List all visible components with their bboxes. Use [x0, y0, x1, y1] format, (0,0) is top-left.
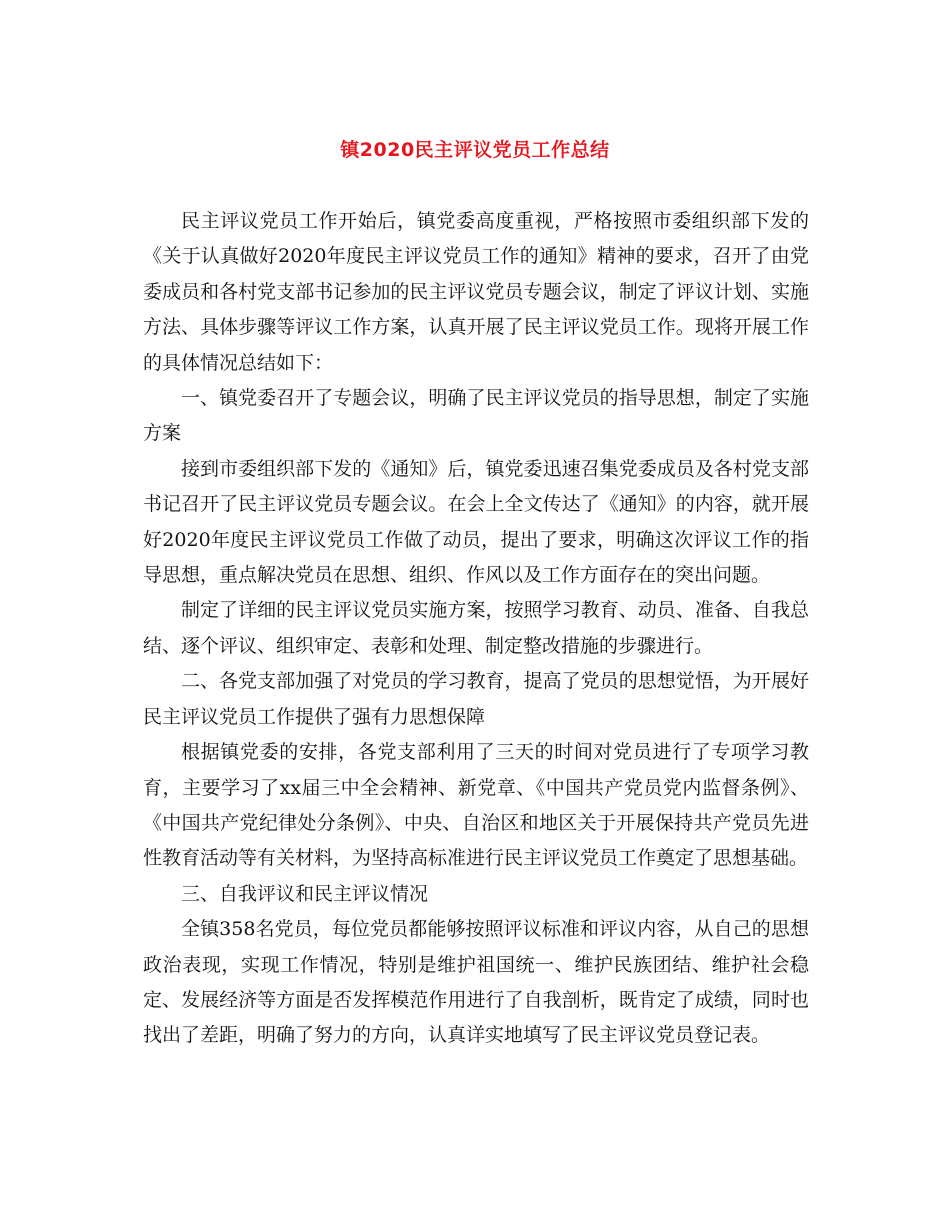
paragraph-study: 根据镇党委的安排，各党支部利用了三天的时间对党员进行了专项学习教育，主要学习了xx届三中全会精神、新党章、《中国共产党员党内监督条例》、《中国共产党纪律处分条例》、中央、自治区和地区关于开展保持共产党员先进性教育活动等有关材料，为坚持高标准进行民主评议党员工作奠定了思想基础。 — [143, 741, 809, 870]
paragraph-intro: 民主评议党员工作开始后，镇党委高度重视，严格按照市委组织部下发的《关于认真做好2020年度民主评议党员工作的通知》精神的要求，召开了由党委成员和各村党支部书记参加的民主评议党员专题会议，制定了评议计划、实施方法、具体步骤等评议工作方案，认真开展了民主评议党员工作。现将开展工作的具体情况总结如下： — [143, 210, 809, 374]
paragraph-evaluation: 全镇358名党员，每位党员都能够按照评议标准和评议内容，从自己的思想政治表现，实现工作情况，特别是维护祖国统一、维护民族团结、维护社会稳定、发展经济等方面是否发挥模范作用进行了自我剖析，既肯定了成绩，同时也找出了差距，明确了努力的方向，认真详实地填写了民主评议党员登记表。 — [143, 918, 809, 1047]
paragraph-plan: 制定了详细的民主评议党员实施方案，按照学习教育、动员、准备、自我总结、逐个评议、组织审定、表彰和处理、制定整改措施的步骤进行。 — [143, 599, 809, 657]
paragraph-meeting: 接到市委组织部下发的《通知》后，镇党委迅速召集党委成员及各村党支部书记召开了民主评议党员专题会议。在会上全文传达了《通知》的内容，就开展好2020年度民主评议党员工作做了动员，提出了要求，明确这次评议工作的指导思想，重点解决党员在思想、组织、作风以及工作方面存在的突出问题。 — [143, 457, 809, 587]
section-heading-3: 三、自我评议和民主评议情况 — [181, 882, 429, 905]
section-heading-1: 一、镇党委召开了专题会议，明确了民主评议党员的指导思想，制定了实施方案 — [143, 387, 809, 445]
document-body — [143, 204, 809, 1054]
section-heading-2: 二、各党支部加强了对党员的学习教育，提高了党员的思想觉悟，为开展好民主评议党员工作提供了强有力思想保障 — [143, 670, 809, 728]
document-title: 镇2020民主评议党员工作总结 — [340, 139, 610, 161]
